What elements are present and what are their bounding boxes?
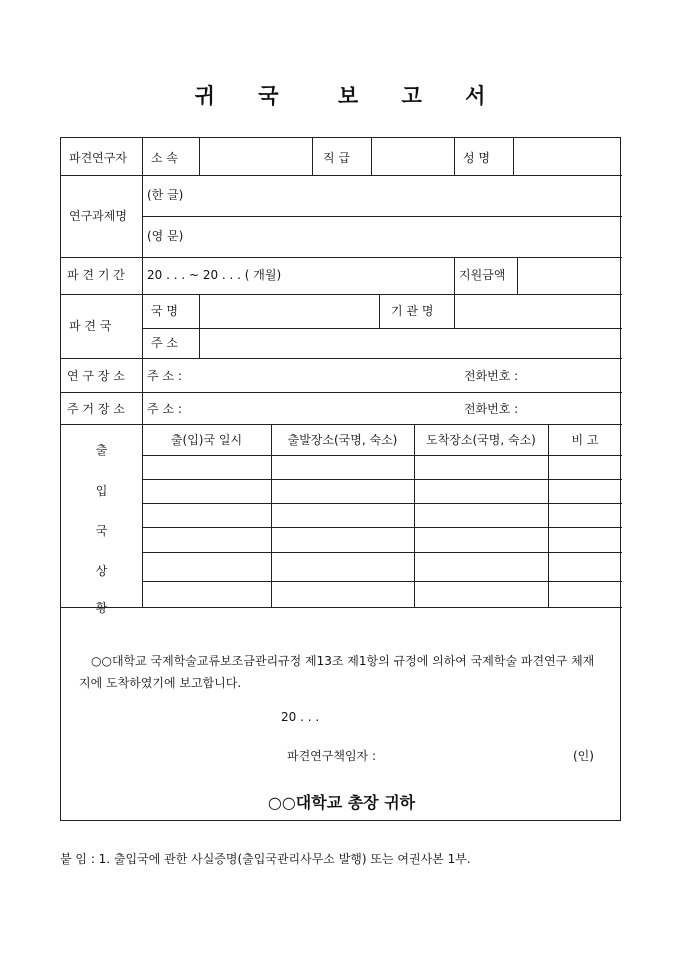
row-divider [142,455,622,456]
travel-label-char: 황 [95,601,108,615]
row-divider [61,257,622,258]
attachment-note: 붙 임 : 1. 출입국에 관한 사실증명(출입국관리사무소 발행) 또는 여권사본 1부. [60,852,471,866]
title-char: 고 [401,83,422,108]
country-address-label: 주 소 [151,336,178,350]
title-char: 서 [465,83,486,108]
row-divider [61,424,622,425]
column-header-arrival: 도착장소(국명, 숙소) [426,433,536,447]
column-header-departure: 출발장소(국명, 숙소) [287,433,398,447]
column-divider [414,424,415,607]
column-divider [271,424,272,607]
signer-label: 파견연구책임자 : [287,749,377,763]
country-label: 파 견 국 [69,319,112,333]
research-phone-label: 전화번호 : [464,369,519,383]
institution-label: 기 관 명 [391,304,434,318]
name-label: 성 명 [463,151,490,165]
column-divider [312,138,313,175]
row-divider [142,328,622,329]
residence-address-label: 주 소 : [147,402,182,416]
recipient: ○○대학교 총장 귀하 [267,793,416,812]
research-address-label: 주 소 : [147,369,182,383]
notice-text: ○○대학교 국제학술교류보조금관리규정 제13조 제1항의 규정에 의하여 국제학술 파견연구 체재지에 도착하였기에 보고합니다. [79,654,595,690]
column-divider [513,138,514,175]
support-amount-label: 지원금액 [459,268,506,282]
project-korean-label: (한 글) [147,188,184,202]
research-place-label: 연 구 장 소 [67,369,125,383]
row-divider [142,216,622,217]
column-divider [454,138,455,175]
column-divider [454,294,455,328]
project-english-label: (영 문) [147,229,184,243]
travel-label-char: 국 [95,524,108,538]
column-divider [517,257,518,294]
column-divider [199,294,200,358]
column-header-remarks: 비 고 [571,433,599,447]
residence-phone-label: 전화번호 : [464,402,519,416]
researcher-label: 파견연구자 [69,151,127,165]
row-divider [142,503,622,504]
column-divider [548,424,549,607]
title-char: 국 [258,83,279,108]
row-divider [142,552,622,553]
row-divider [142,479,622,480]
report-date: 20 . . . [281,710,320,724]
column-divider [142,138,143,607]
period-value: 20 . . . ~ 20 . . . ( 개월) [147,268,282,282]
seal-mark: (인) [573,749,594,763]
document-title [0,80,680,110]
column-divider [371,138,372,175]
travel-label-char: 출 [95,443,108,457]
title-char: 보 [337,83,359,108]
travel-label-char: 상 [95,564,108,578]
row-divider [61,607,622,608]
row-divider [61,294,622,295]
title-char: 귀 [194,83,215,108]
row-divider [61,392,622,393]
column-divider [454,257,455,294]
project-label: 연구과제명 [69,209,127,223]
row-divider [142,581,622,582]
row-divider [142,527,622,528]
report-form [60,137,621,821]
country-name-label: 국 명 [151,304,178,318]
row-divider [61,175,622,176]
position-label: 직 급 [323,151,350,165]
travel-label-char: 입 [95,484,108,498]
column-header-datetime: 출(입)국 일시 [170,433,243,447]
row-divider [61,358,622,359]
residence-label: 주 거 장 소 [67,402,125,416]
column-divider [379,294,380,328]
column-divider [199,138,200,175]
affiliation-label: 소 속 [151,151,178,165]
period-label: 파 견 기 간 [67,268,125,282]
